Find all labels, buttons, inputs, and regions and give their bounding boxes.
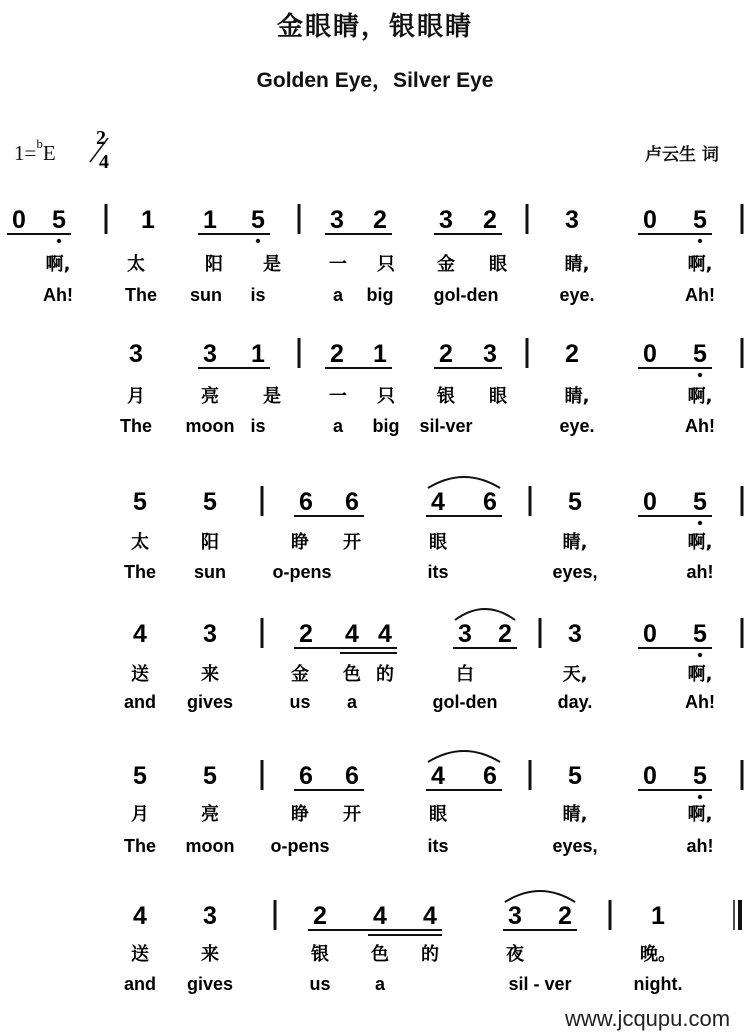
lyric-en: is [250,416,266,436]
slur [455,609,515,620]
lyric-en: day. [557,692,593,712]
lyric-cn: 啊, [687,664,713,685]
note: 1 [373,340,387,368]
lyric-cn: 是 [263,254,281,275]
lyric-en: eye. [559,285,595,305]
lyric-en: The [123,562,157,582]
note: 5 [203,762,217,790]
lyric-cn: 眼 [429,532,447,553]
note: 5 [693,206,707,234]
note: 1 [251,340,265,368]
watermark: www.jcqupu.com [565,1006,731,1031]
key-prefix: 1= [14,141,37,165]
lyric-en: a [332,416,344,436]
lyric-cn: 亮 [201,804,219,825]
lyric-cn: 来 [201,944,219,965]
lyric-cn: 白 [456,664,474,685]
slur [428,477,500,488]
lyric-en: gol-den [433,285,499,305]
lyric-cn: 送 [131,944,149,965]
lyric-cn: 啊, [687,532,713,553]
note: 5 [133,488,147,516]
note: 2 [498,620,512,648]
note: 0 [643,620,657,648]
note: 6 [299,488,313,516]
lyric-cn: 睛, [562,532,588,553]
lyric-en: a [374,974,386,994]
lyric-en: big [366,285,394,305]
lyric-en: is [250,285,266,305]
note: 5 [693,488,707,516]
lyric-en: and [123,974,157,994]
lyric-cn: 啊, [687,804,713,825]
key-flat: b [36,136,43,151]
note: 6 [483,488,497,516]
note: 3 [203,340,217,368]
note: 0 [643,206,657,234]
note: 3 [483,340,497,368]
lyric-en: us [309,974,331,994]
lyric-cn: 眼 [429,804,447,825]
slur [505,891,575,902]
song-title: 金眼睛，银眼睛 [276,12,473,42]
lyric-en: us [289,692,311,712]
lyric-cn: 一 [329,386,347,407]
lyric-cn: 送 [131,664,149,685]
lyric-cn: 一 [329,254,347,275]
lyric-cn: 阳 [205,254,223,275]
note: 3 [458,620,472,648]
note: 3 [203,620,217,648]
note: 2 [299,620,313,648]
note: 6 [345,488,359,516]
lyric-en: gol-den [432,692,498,712]
lyric-cn: 睛, [564,386,590,407]
note: 4 [345,620,359,648]
lyric-cn: 月 [127,386,145,407]
octave-dot [57,239,61,243]
lyric-en: big [372,416,400,436]
slur [428,751,500,762]
note: 0 [643,488,657,516]
lyric-cn: 只 [377,386,395,407]
lyric-cn: 睁 [291,532,309,553]
note: 0 [643,340,657,368]
note: 3 [129,340,143,368]
lyric-en: its [427,562,449,582]
note: 2 [313,902,327,930]
note: 2 [439,340,453,368]
octave-dot [256,239,260,243]
lyric-cn: 亮 [201,386,219,407]
lyric-en: night. [633,974,683,994]
lyric-cn: 色 [371,944,389,965]
lyric-en: a [346,692,358,712]
note: 6 [299,762,313,790]
lyric-cn: 啊, [687,386,713,407]
lyric-cn: 睁 [291,804,309,825]
lyric-cn: 金 [437,254,455,275]
octave-dot [698,653,702,657]
lyric-en: gives [186,692,234,712]
lyric-en: and [123,692,157,712]
note: 5 [133,762,147,790]
note: 4 [431,488,445,516]
lyric-en: its [427,836,449,856]
note: 3 [508,902,522,930]
note: 5 [568,762,582,790]
lyric-en: eyes, [552,836,598,856]
lyric-en: The [119,416,153,436]
note: 5 [568,488,582,516]
lyric-cn: 只 [377,254,395,275]
octave-dot [698,521,702,525]
note: 5 [203,488,217,516]
note: 5 [693,340,707,368]
lyric-en: moon [185,836,235,856]
lyric-cn: 月 [131,804,149,825]
lyric-en: sun [189,285,223,305]
octave-dot [698,239,702,243]
lyric-cn: 晚。 [640,944,676,965]
note: 2 [330,340,344,368]
lyric-cn: 是 [263,386,281,407]
note: 5 [693,620,707,648]
note: 3 [330,206,344,234]
lyric-cn: 眼 [489,386,507,407]
lyric-en: Ah! [685,416,715,436]
lyric-cn: 啊, [687,254,713,275]
lyric-en: sun [193,562,227,582]
note: 6 [483,762,497,790]
note: 4 [133,620,147,648]
note: 2 [558,902,572,930]
note: 1 [203,206,217,234]
time-top: 2 [96,127,106,149]
lyricist-credit: 卢云生 词 [645,145,719,165]
lyric-en: moon [185,416,235,436]
lyric-en: gives [186,974,234,994]
note: 1 [141,206,155,234]
lyric-cn: 银 [437,386,455,407]
note: 2 [483,206,497,234]
note: 3 [565,206,579,234]
note: 6 [345,762,359,790]
lyric-cn: 太 [127,254,145,275]
lyric-en: Ah! [685,285,715,305]
lyric-cn: 啊, [45,254,71,275]
note: 4 [423,902,437,930]
octave-dot [698,373,702,377]
song-subtitle: Golden Eye，Silver Eye [256,69,494,92]
note: 2 [373,206,387,234]
lyric-cn: 金 [291,664,309,685]
note: 3 [439,206,453,234]
lyric-cn: 天, [562,664,588,685]
lyric-cn: 来 [201,664,219,685]
lyric-cn: 的 [376,664,394,685]
lyric-en: ah! [686,836,714,856]
lyric-cn: 太 [131,532,149,553]
note: 1 [651,902,665,930]
note: 5 [52,206,66,234]
lyric-cn: 睛, [562,804,588,825]
lyric-en: The [124,285,158,305]
note: 4 [373,902,387,930]
note: 2 [565,340,579,368]
octave-dot [698,795,702,799]
note: 4 [378,620,392,648]
lyric-en: o-pens [272,562,332,582]
lyric-cn: 银 [311,944,329,965]
note: 4 [133,902,147,930]
note: 5 [693,762,707,790]
lyric-en: o-pens [270,836,330,856]
lyric-en: a [332,285,344,305]
note: 5 [251,206,265,234]
time-bottom: 4 [99,151,109,173]
note: 0 [643,762,657,790]
note: 4 [431,762,445,790]
lyric-cn: 夜 [506,944,524,965]
lyric-cn: 阳 [201,532,219,553]
note: 0 [12,206,26,234]
lyric-cn: 的 [421,944,439,965]
lyric-en: sil-ver [419,416,473,436]
lyric-en: eye. [559,416,595,436]
lyric-cn: 眼 [489,254,507,275]
lyric-en: eyes, [552,562,598,582]
lyric-cn: 开 [343,532,361,553]
lyric-cn: 睛, [564,254,590,275]
lyric-cn: 开 [343,804,361,825]
lyric-en: Ah! [43,285,73,305]
note: 3 [568,620,582,648]
lyric-en: Ah! [685,692,715,712]
lyric-cn: 色 [343,664,361,685]
lyric-en: sil - ver [508,974,572,994]
note: 3 [203,902,217,930]
lyric-en: ah! [686,562,714,582]
lyric-en: The [123,836,157,856]
key-note: E [42,141,56,165]
